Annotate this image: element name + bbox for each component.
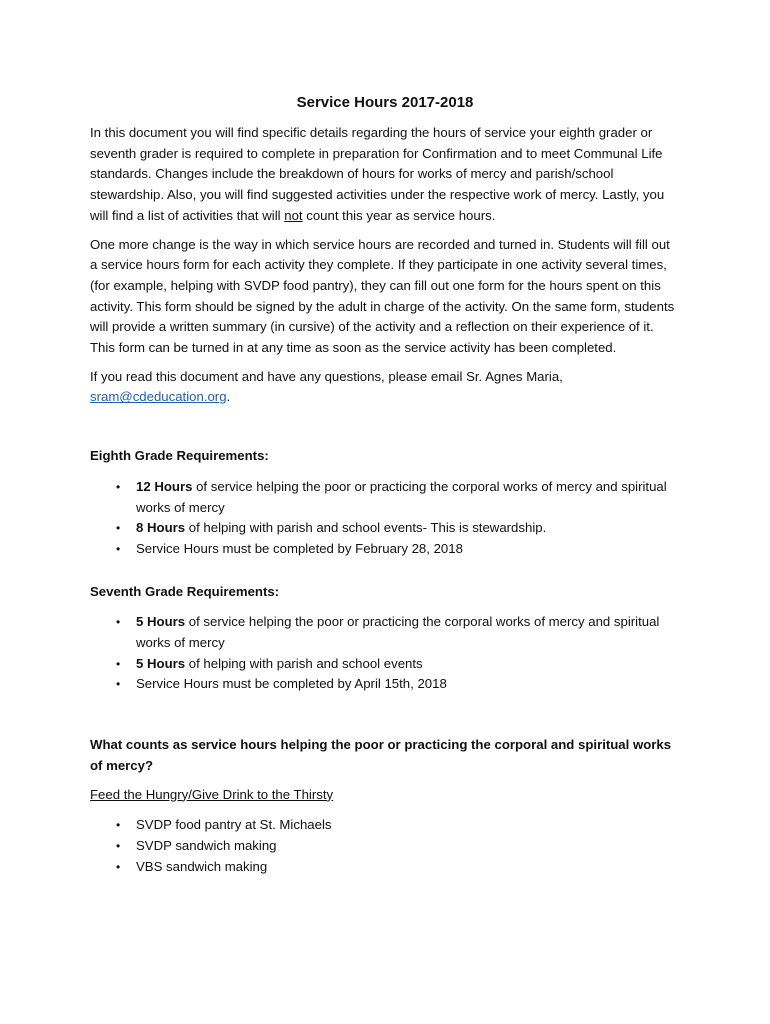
eighth-grade-heading: Eighth Grade Requirements: (90, 448, 269, 464)
list-item: • 5 Hours of service helping the poor or practicing the corporal works of mercy and spiritual works of mercy (116, 614, 660, 651)
feed-hungry-subheading: Feed the Hungry/Give Drink to the Thirsty (90, 786, 334, 802)
bullet-icon: • (116, 859, 121, 874)
list-item: • 5 Hours of helping with parish and school events (136, 654, 680, 675)
bullet-icon: • (116, 838, 121, 853)
intro-text-end: count this year as service hours. (306, 207, 496, 223)
bullet-icon: • (116, 521, 121, 536)
contact-text: If you read this document and have any questions, please email Sr. Agnes Maria, (90, 368, 563, 384)
seventh-grade-list (90, 612, 680, 695)
seventh-grade-heading: Seventh Grade Requirements: (90, 583, 280, 599)
list-item: • VBS sandwich making (136, 857, 680, 878)
bullet-icon: • (116, 479, 121, 494)
contact-period: . (226, 389, 231, 405)
list-item: • SVDP sandwich making (136, 836, 680, 857)
intro-text: In this document you will find specific details regarding the hours of service your eighth grader or seventh grader is required to complete in preparation for Confirmation and to meet Communal Life standards. Changes include the breakdown of hours for works of mercy and parish/school stewardship. Also, you will find suggested activities under the respective work of mercy. Lastly, you will find a list of activities that will (90, 125, 665, 223)
bullet-icon: • (116, 677, 121, 692)
bullet-icon: • (116, 541, 121, 556)
feed-hungry-list (90, 815, 680, 877)
list-item: • SVDP food pantry at St. Michaels (136, 815, 680, 836)
bullet-icon: • (116, 656, 121, 671)
contact-paragraph (90, 367, 680, 408)
not-emphasis: not (284, 207, 303, 223)
list-item: • 8 Hours of helping with parish and school events- This is stewardship. (136, 518, 680, 539)
intro-paragraph (90, 123, 680, 227)
eighth-grade-list (90, 477, 680, 560)
form-paragraph: One more change is the way in which service hours are recorded and turned in. Students will fill out a service hours form for each activity they complete. If they participate in one activity several times, (for example, helping with SVDP food pantry), they can fill out one form for the hours spent on this activity. This form should be signed by the adult in charge of the activity. On the same form, students will provide a written summary (in cursive) of the activity and a reflection on their experience of it. This form can be turned in at any time as soon as the service activity has been completed. (90, 236, 675, 356)
document-title: Service Hours 2017-2018 (296, 94, 474, 111)
list-item: • 12 Hours of service helping the poor or practicing the corporal works of mercy and spiritual works of mercy (116, 478, 667, 515)
email-link[interactable]: sram@cdeducation.org (90, 389, 227, 405)
bullet-icon: • (116, 615, 121, 630)
counts-heading: What counts as service hours helping the poor or practicing the corporal and spiritual works of mercy? (90, 737, 672, 773)
bullet-icon: • (116, 818, 121, 833)
list-item: • Service Hours must be completed by April 15th, 2018 (136, 674, 680, 695)
list-item: • Service Hours must be completed by February 28, 2018 (136, 539, 680, 560)
